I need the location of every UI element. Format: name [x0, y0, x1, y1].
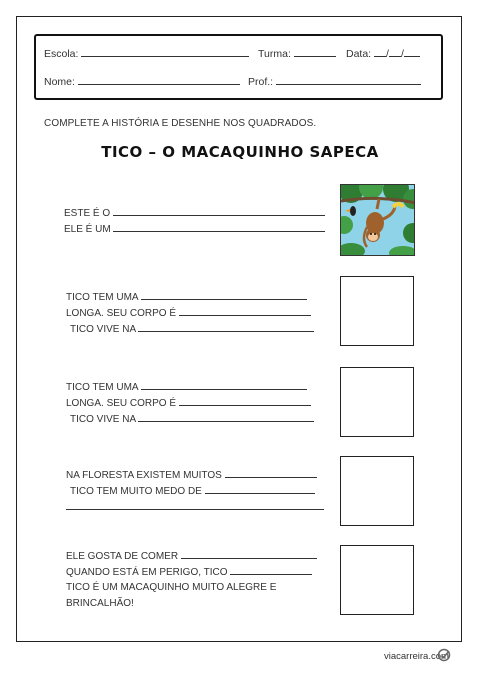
- story-text: ELE GOSTA DE COMER: [66, 551, 179, 562]
- answer-line[interactable]: [179, 307, 311, 316]
- data-year-line[interactable]: [404, 47, 420, 57]
- story-line-4-1: [66, 469, 317, 481]
- nome-label: Nome:: [44, 76, 75, 88]
- prof-field: [248, 75, 421, 88]
- story-text: TICO VIVE NA: [70, 414, 136, 425]
- answer-line[interactable]: [225, 469, 317, 478]
- escola-field: [44, 47, 249, 60]
- story-line-5-1: [66, 550, 317, 562]
- nome-field: [44, 75, 240, 88]
- story-text: ESTE É O: [64, 208, 111, 219]
- turma-label: Turma:: [258, 48, 291, 60]
- story-text: LONGA. SEU CORPO É: [66, 308, 177, 319]
- story-text: TICO É UM MACAQUINHO MUITO ALEGRE E: [66, 582, 277, 593]
- story-text: BRINCALHÃO!: [66, 598, 134, 609]
- answer-line[interactable]: [113, 223, 325, 232]
- answer-line[interactable]: [113, 207, 325, 216]
- story-text: TICO TEM MUITO MEDO DE: [70, 486, 202, 497]
- story-text: QUANDO ESTÁ EM PERIGO, TICO: [66, 567, 228, 578]
- monkey-icon: [341, 185, 415, 256]
- story-line-1-1: [64, 207, 325, 219]
- monkey-illustration: [340, 184, 415, 256]
- answer-line[interactable]: [179, 397, 311, 406]
- story-line-5-3: [66, 582, 276, 593]
- story-line-4-2: [70, 485, 315, 497]
- story-line-2-1: [66, 291, 307, 303]
- answer-line[interactable]: [181, 550, 317, 559]
- instruction-text: COMPLETE A HISTÓRIA E DESENHE NOS QUADRADOS.: [44, 118, 317, 129]
- story-line-5-4: [66, 598, 134, 609]
- story-text: LONGA. SEU CORPO É: [66, 398, 177, 409]
- answer-line[interactable]: [138, 323, 314, 332]
- story-line-3-1: [66, 381, 307, 393]
- prof-label: Prof.:: [248, 76, 274, 88]
- turma-input-line[interactable]: [294, 47, 336, 57]
- answer-line[interactable]: [205, 485, 315, 494]
- answer-line[interactable]: [66, 501, 324, 510]
- story-text: TICO TEM UMA: [66, 382, 139, 393]
- escola-label: Escola:: [44, 48, 79, 60]
- prof-input-line[interactable]: [276, 75, 421, 85]
- story-line-2-3: [70, 323, 314, 335]
- story-text: TICO VIVE NA: [70, 324, 136, 335]
- data-month-line[interactable]: [389, 47, 401, 57]
- data-field: [346, 47, 420, 60]
- data-day-line[interactable]: [374, 47, 386, 57]
- drawing-box-5[interactable]: [340, 545, 414, 615]
- data-sep-2: /: [400, 48, 404, 60]
- drawing-box-2[interactable]: [340, 276, 414, 346]
- answer-line[interactable]: [138, 413, 314, 422]
- student-info-box: [34, 34, 443, 100]
- story-line-5-2: [66, 566, 312, 578]
- footer-brand: viacarreira.com: [384, 651, 449, 662]
- page-title: TICO – O MACAQUINHO SAPECA: [101, 143, 379, 161]
- escola-input-line[interactable]: [81, 47, 249, 57]
- story-line-2-2: [66, 307, 311, 319]
- nome-input-line[interactable]: [78, 75, 240, 85]
- story-line-3-3: [70, 413, 314, 425]
- story-line-4-3: [66, 501, 324, 513]
- drawing-box-3[interactable]: [340, 367, 414, 437]
- data-sep-1: /: [386, 48, 389, 60]
- data-label: Data:: [346, 48, 372, 60]
- answer-line[interactable]: [141, 381, 307, 390]
- answer-line[interactable]: [141, 291, 307, 300]
- story-text: TICO TEM UMA: [66, 292, 139, 303]
- turma-field: [258, 47, 336, 60]
- check-circle-icon: [437, 648, 451, 662]
- drawing-box-4[interactable]: [340, 456, 414, 526]
- story-line-1-2: [64, 223, 325, 235]
- story-text: ELE É UM: [64, 224, 111, 235]
- story-line-3-2: [66, 397, 311, 409]
- story-text: NA FLORESTA EXISTEM MUITOS: [66, 470, 222, 481]
- answer-line[interactable]: [230, 566, 312, 575]
